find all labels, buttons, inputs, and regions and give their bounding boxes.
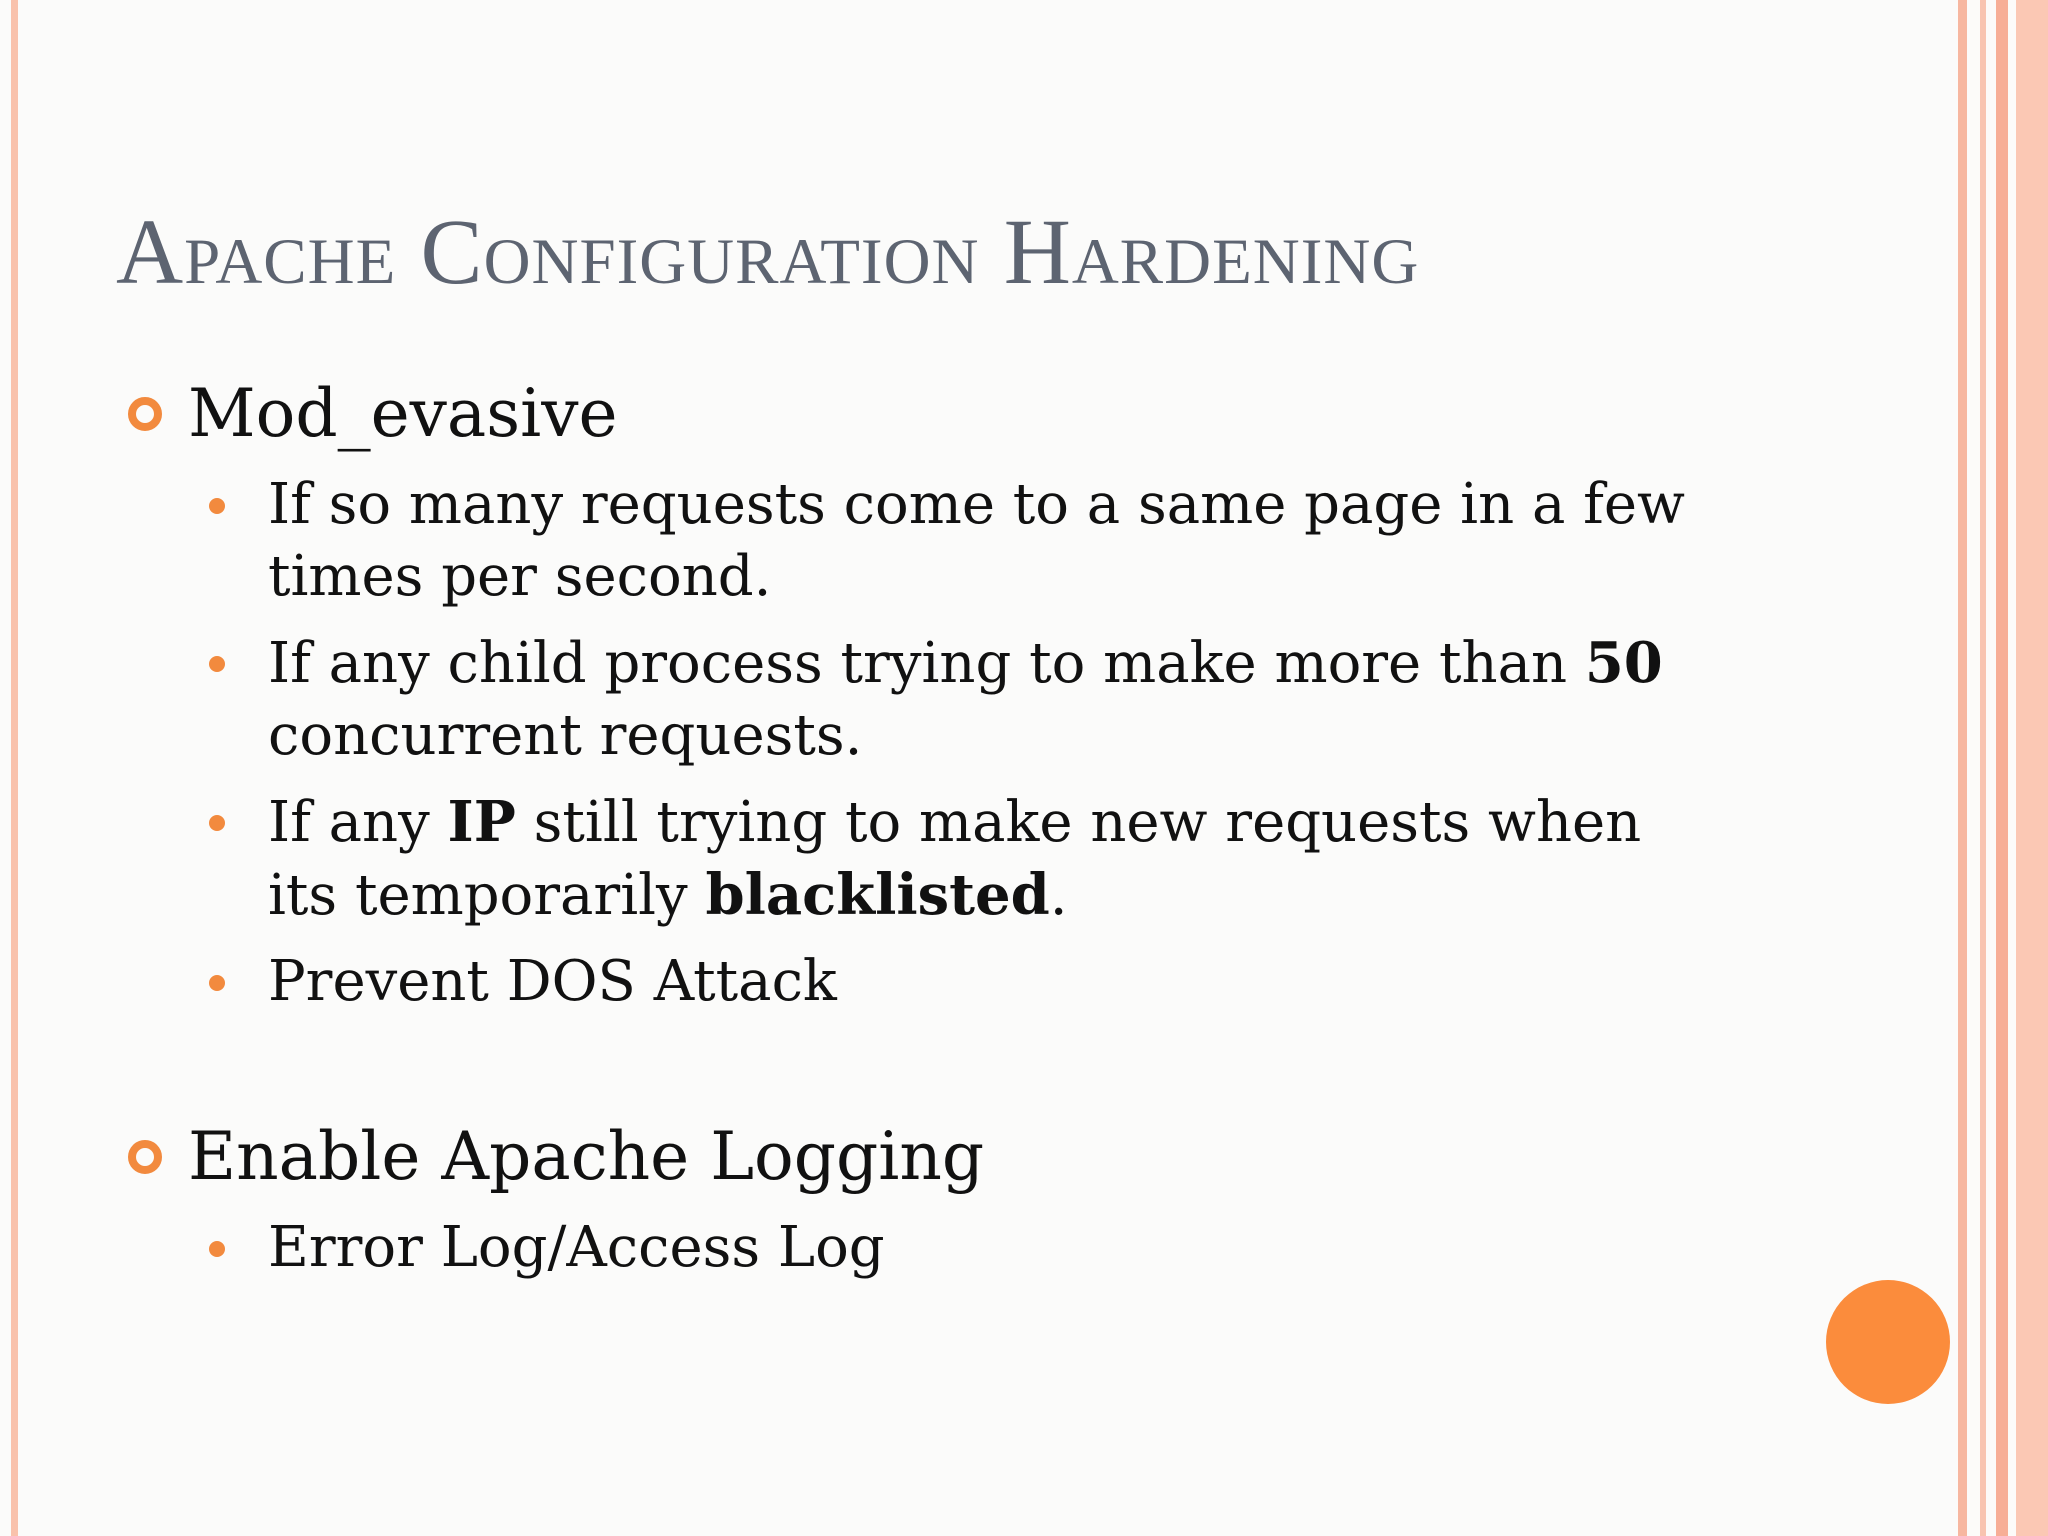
emphasis-number: 50: [1584, 630, 1663, 696]
dot-bullet-icon: [209, 656, 225, 672]
emphasis-term: blacklisted: [705, 862, 1050, 928]
slide-right-stripe: [1980, 0, 1986, 1536]
list-item-text: If any child process trying to make more than: [268, 631, 1585, 696]
list-item-text: Error Log/Access Log: [268, 1215, 885, 1280]
slide-left-border: [11, 0, 18, 1536]
slide-right-stripe: [2016, 0, 2048, 1536]
dot-bullet-icon: [209, 975, 225, 991]
section-mod-evasive: [128, 375, 618, 452]
ring-bullet-icon: [128, 1140, 162, 1174]
list-item: [208, 786, 1728, 932]
slide-right-stripe: [1958, 0, 1967, 1536]
ring-bullet-icon: [128, 397, 162, 431]
section-heading: Mod_evasive: [188, 375, 618, 452]
slide-right-stripe: [1996, 0, 2008, 1536]
slide-title: Apache Configuration Hardening: [116, 201, 1420, 304]
list-item-text: If so many requests come to a same page in a few times per second.: [268, 472, 1685, 609]
dot-bullet-icon: [209, 815, 225, 831]
mod-evasive-list: [208, 469, 1728, 1018]
orange-circle-decoration: [1826, 1280, 1950, 1404]
list-item-text: still trying to make new requests when its temporarily: [268, 790, 1642, 928]
list-item: [208, 627, 1728, 772]
list-item-text: .: [1049, 863, 1068, 928]
section-heading: Enable Apache Logging: [188, 1118, 985, 1195]
apache-logging-list: [208, 1212, 1728, 1284]
dot-bullet-icon: [209, 498, 225, 514]
list-item-text: Prevent DOS Attack: [268, 949, 837, 1014]
list-item: [208, 469, 1728, 613]
list-item-text: If any: [268, 790, 448, 855]
section-apache-logging: [128, 1118, 985, 1195]
dot-bullet-icon: [209, 1241, 225, 1257]
list-item: [208, 1212, 1728, 1284]
list-item: [208, 946, 1728, 1018]
emphasis-term: IP: [447, 789, 516, 855]
list-item-text: concurrent requests.: [268, 703, 863, 768]
